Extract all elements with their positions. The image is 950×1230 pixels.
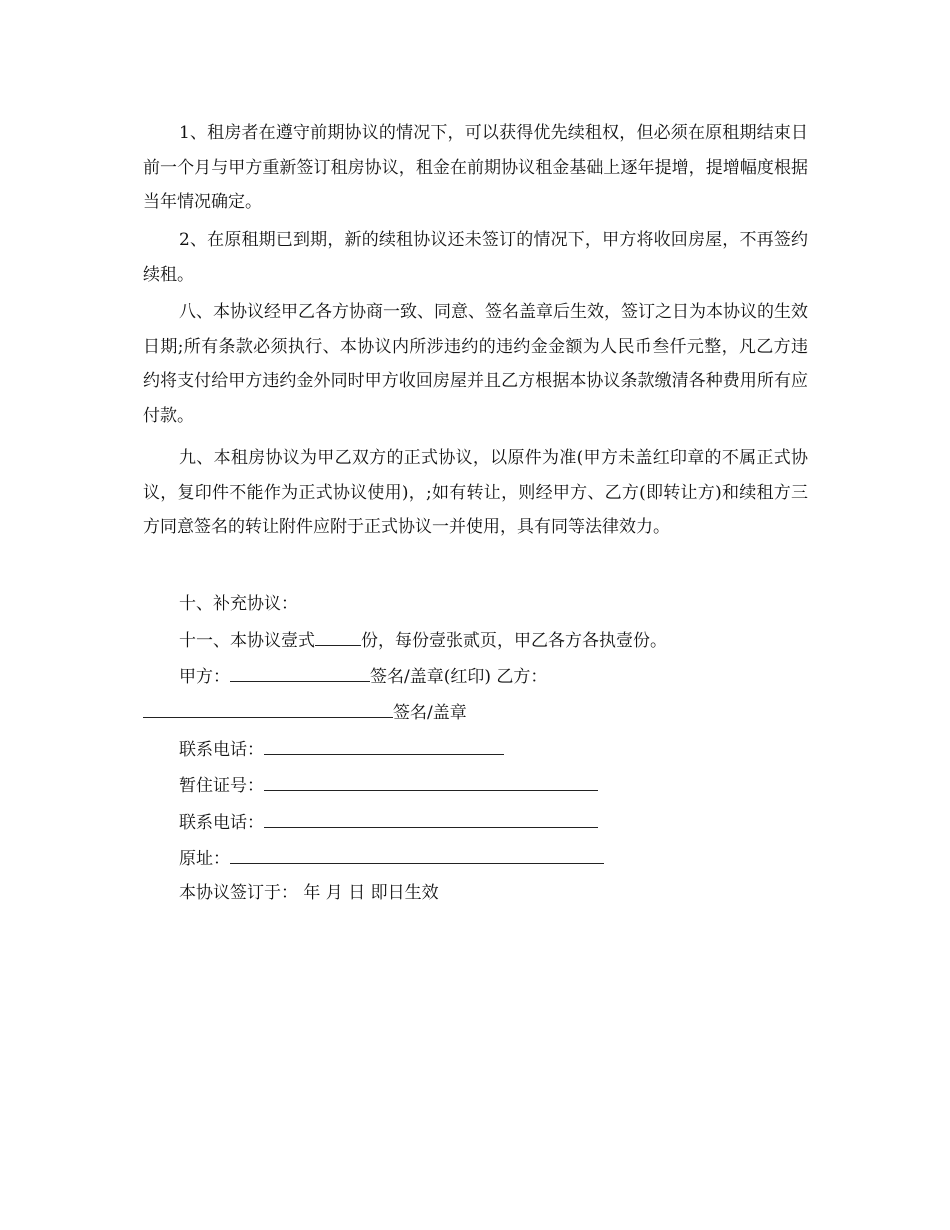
party-a-sign-label: 签名/盖章(红印) [370,667,491,687]
paragraph-article-8: 八、本协议经甲乙各方协商一致、同意、签名盖章后生效，签订之日为本协议的生效日期;所有条款必须执行、本协议内所涉违约的违约金金额为人民币叁仟元整，凡乙方违约将支付给甲方违约金外同时甲方收回房屋并且乙方根据本协议条款缴清各种费用所有应付款。 [143,302,808,426]
temp-id-line [179,773,598,798]
phone-label-1: 联系电话： [179,740,264,760]
copies-line [179,628,667,653]
party-a-label: 甲方： [179,667,230,687]
copies-count-blank[interactable] [315,628,361,646]
copies-after: 份，每份壹张贰页，甲乙各方各执壹份。 [361,631,667,651]
paragraph-renewal-expired: 2、在原租期已到期，新的续租协议还未签订的情况下，甲方将收回房屋，不再签约续租。 [143,230,808,285]
temp-id-label: 暂住证号： [179,776,264,796]
paragraph-article-9: 九、本租房协议为甲乙双方的正式协议，以原件为准(甲方未盖红印章的不属正式协议，复印件不能作为正式协议使用)，;如有转让，则经甲方、乙方(即转让方)和续租方三方同意签名的转让附件应附于正式协议一并使用，具有同等法律效力。 [143,448,808,537]
party-a-sign-blank[interactable] [230,664,370,682]
phone-label-2: 联系电话： [179,813,264,833]
party-b-sign-label: 签名/盖章 [393,703,467,723]
signed-date-line: 本协议签订于： 年 月 日 即日生效 [179,883,439,903]
address-line [179,846,604,871]
phone-line-2 [179,810,598,835]
party-b-sign-blank[interactable] [143,700,393,718]
address-blank[interactable] [230,846,604,864]
party-a-line [179,664,547,689]
phone-blank-2[interactable] [264,810,598,828]
party-b-sign-line [143,700,467,725]
paragraph-renewal-priority: 1、租房者在遵守前期协议的情况下，可以获得优先续租权，但必须在原租期结束日前一个月与甲方重新签订租房协议，租金在前期协议租金基础上逐年提增，提增幅度根据当年情况确定。 [143,123,808,212]
phone-blank-1[interactable] [264,737,504,755]
supplement-heading: 十、补充协议： [179,594,298,614]
party-b-label: 乙方： [496,667,548,687]
temp-id-blank[interactable] [264,773,598,791]
address-label: 原址： [179,849,230,869]
phone-line-1 [179,737,504,762]
copies-before: 十一、本协议壹式 [179,631,315,651]
